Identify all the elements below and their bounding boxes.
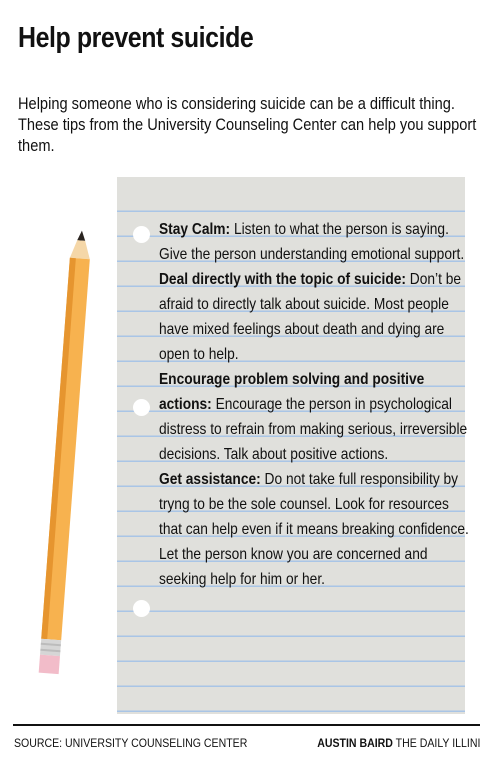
tip-heading: Get assistance: [159,471,261,488]
notebook-hole-icon [133,399,150,416]
tip-text: Don’t be afraid to directly talk about suicide. Most people have mixed feelings about death and dying are open to help. [159,271,462,363]
byline-author: AUSTIN BAIRD [316,736,393,750]
byline-publication: THE DAILY ILLINI [395,736,480,750]
byline [317,736,480,750]
tip-heading: Encourage problem solving and positive actions: [159,371,425,413]
intro-text: Helping someone who is considering suicide can be a difficult thing. These tips from the University Counseling Center can help you support them. [18,94,477,155]
notebook-hole-icon [133,226,150,243]
source-credit: SOURCE: UNIVERSITY COUNSELING CENTER [14,736,248,750]
pencil-icon [22,228,108,684]
tips-list [159,217,470,592]
tip-item [159,217,470,267]
tip-text: Do not take full responsibility by tryng to be the sole counsel. Look for resources that can help even if it means breaking confidence. Let the person know you are concerned and seeking help for him or her. [159,471,469,588]
tip-item [159,267,470,367]
tip-item [159,367,470,467]
tip-heading: Deal directly with the topic of suicide: [159,271,406,288]
tip-text: Encourage the person in psychological distress to refrain from making serious, irreversible decisions. Talk about positive actions. [159,396,468,463]
tip-text: Listen to what the person is saying. Give the person understanding emotional support. [159,221,465,263]
tip-heading: Stay Calm: [159,221,231,238]
footer-divider [13,724,480,726]
tip-item [159,467,470,592]
page-title: Help prevent suicide [18,22,254,54]
notebook-hole-icon [133,600,150,617]
